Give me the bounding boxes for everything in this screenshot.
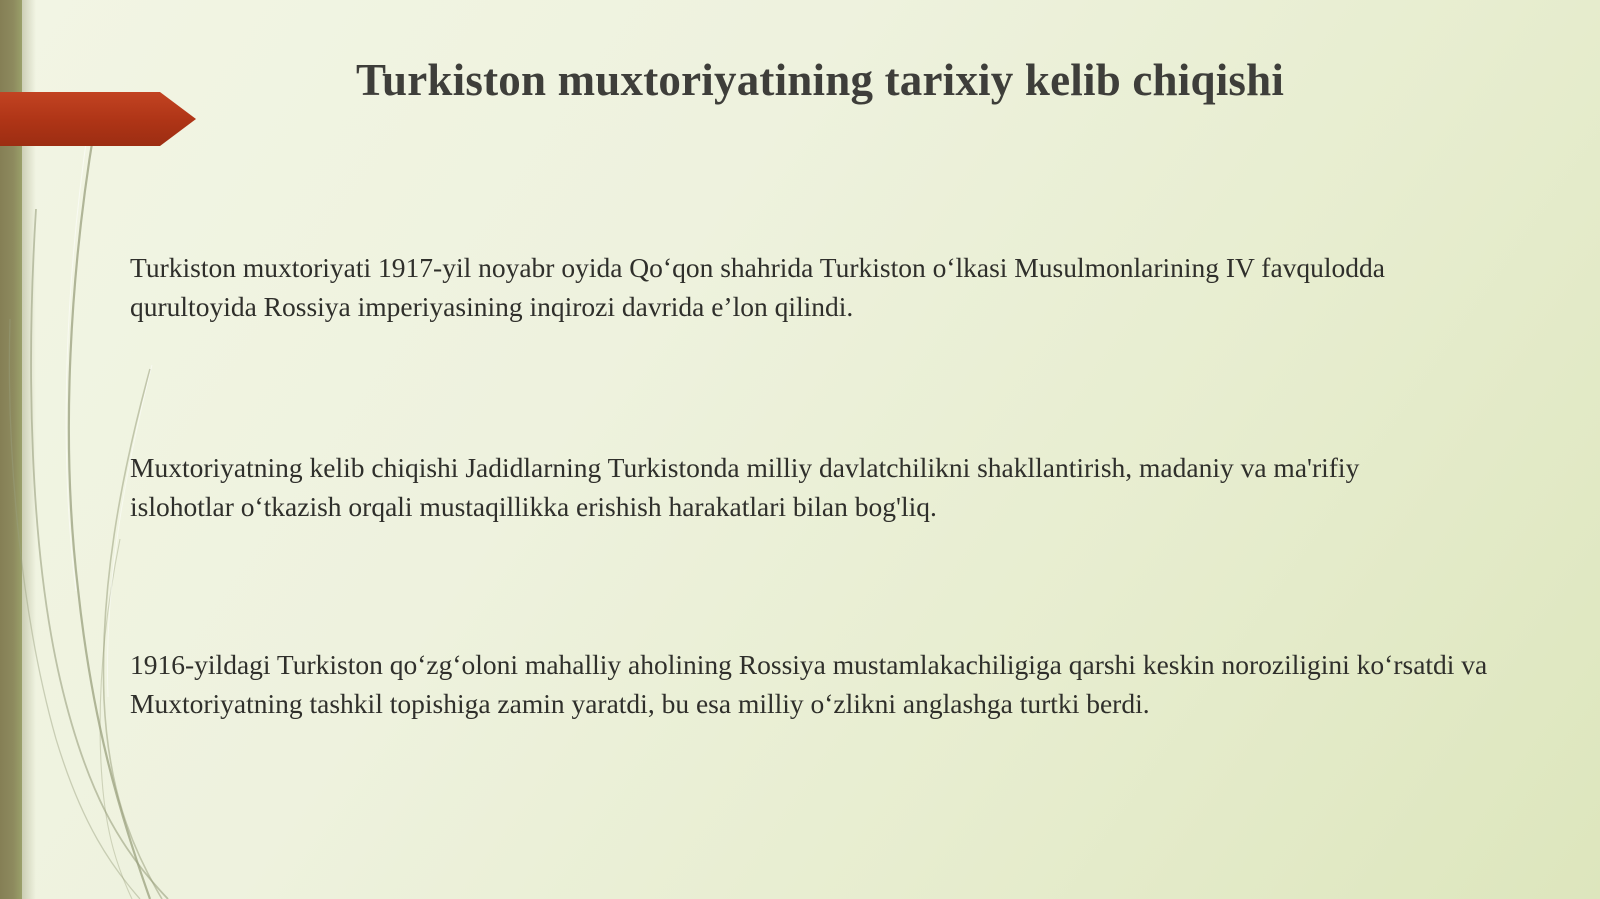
left-band-shadow bbox=[22, 0, 36, 899]
body-paragraph-1: Turkiston muxtoriyati 1917-yil noyabr oyida Qo‘qon shahrida Turkiston o‘lkasi Musulmonlarining IV favqulodda qurultoyida Rossiya imperiyasining inqirozi davrida e’lon qilindi. bbox=[130, 252, 1386, 323]
page-title: Turkiston muxtoriyatining tarixiy kelib chiqishi bbox=[355, 55, 1285, 105]
body-paragraph-2: Muxtoriyatning kelib chiqishi Jadidlarning Turkistonda milliy davlatchilikni shakllantirish, madaniy va ma'rifiy islohotlar o‘tkazish orqali mustaqillikka erishish harakatlari bilan bog'liq. bbox=[130, 452, 1360, 523]
left-olive-band bbox=[0, 0, 22, 899]
body-paragraph-3: 1916-yildagi Turkiston qo‘zg‘oloni mahalliy aholining Rossiya mustamlakachiligiga qarshi keskin noroziligini ko‘rsatdi va Muxtoriyatning tashkil topishiga zamin yaratdi, bu esa milliy o‘zlikni anglashga turtki berdi. bbox=[130, 649, 1488, 720]
